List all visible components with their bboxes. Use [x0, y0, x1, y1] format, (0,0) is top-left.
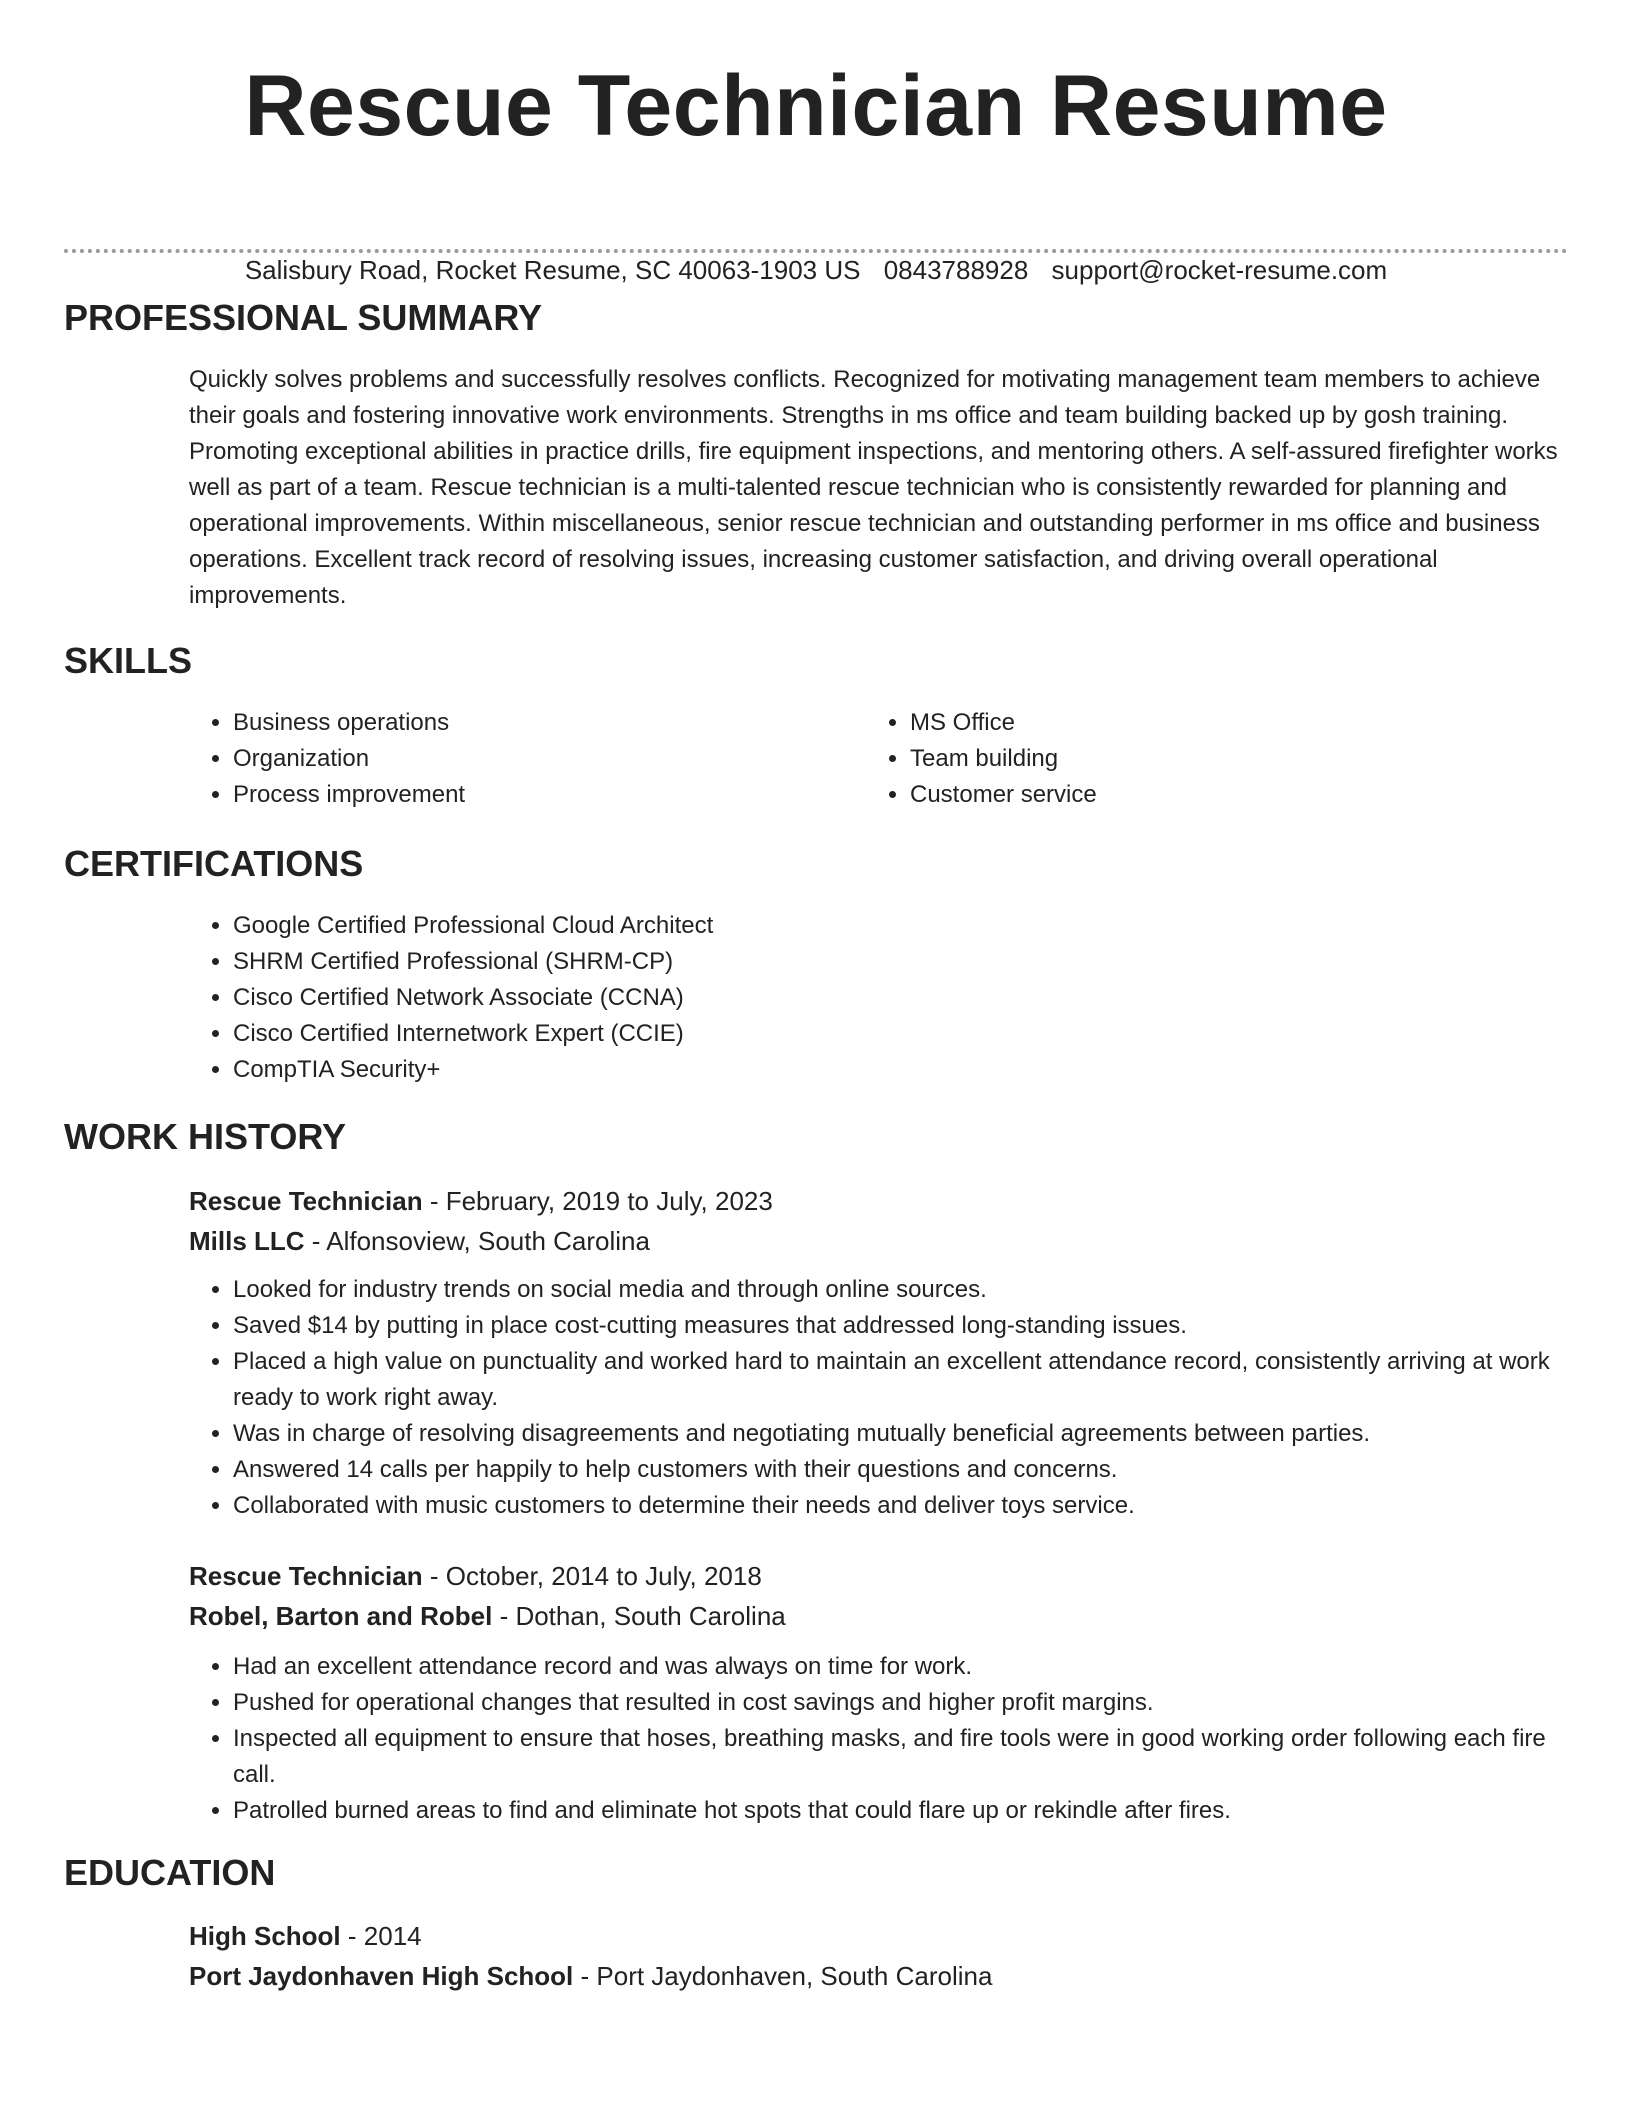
job-role: Rescue Technician [189, 1186, 423, 1216]
skill-item: • MS Office [910, 705, 1486, 741]
job-bullets [189, 1649, 1568, 1829]
work-history-heading: WORK HISTORY [64, 1116, 347, 1157]
job-company: Mills LLC [189, 1226, 305, 1256]
job-bullet: • Looked for industry trends on social media and through online sources. [233, 1272, 1568, 1308]
contact-email[interactable]: support@rocket-resume.com [1051, 255, 1388, 285]
certification-item: • Cisco Certified Internetwork Expert (CCIE) [233, 1016, 1568, 1052]
education-location: - Port Jaydonhaven, South Carolina [573, 1961, 993, 1991]
education-heading: EDUCATION [64, 1852, 276, 1893]
job-entry-2 [189, 1556, 1568, 1829]
job-company: Robel, Barton and Robel [189, 1601, 493, 1631]
job-dates: - February, 2019 to July, 2023 [422, 1186, 773, 1216]
job-company-line [189, 1221, 1568, 1261]
education-school-line [189, 1956, 1568, 1996]
job-company-line [189, 1596, 1568, 1636]
certification-item: • SHRM Certified Professional (SHRM-CP) [233, 944, 1568, 980]
job-bullet: • Collaborated with music customers to determine their needs and deliver toys service. [233, 1488, 1568, 1524]
contact-address: Salisbury Road, Rocket Resume, SC 40063-1903 US [244, 255, 861, 285]
job-dates: - October, 2014 to July, 2018 [422, 1561, 762, 1591]
skills-heading: SKILLS [64, 640, 193, 681]
contact-phone[interactable]: 0843788928 [883, 255, 1029, 285]
job-bullet: • Pushed for operational changes that resulted in cost savings and higher profit margins. [233, 1685, 1568, 1721]
certifications-heading: CERTIFICATIONS [64, 843, 364, 884]
job-bullet: • Had an excellent attendance record and was always on time for work. [233, 1649, 1568, 1685]
resume-title: Rescue Technician Resume [244, 58, 1388, 154]
education-degree-line [189, 1916, 1568, 1956]
summary-text: Quickly solves problems and successfully resolves conflicts. Recognized for motivating management team members to achieve their goals and fostering innovative work environments. Strengths in ms office and team building backed up by gosh training. Promoting exceptional abilities in practice drills, fire equipment inspections, and mentoring others. A self-assured firefighter works well as part of a team. Rescue technician is a multi-talented rescue technician who is consistently rewarded for planning and operational improvements. Within miscellaneous, senior rescue technician and outstanding performer in ms office and business operations. Excellent track record of resolving issues, increasing customer satisfaction, and driving overall operational improvements. [189, 366, 1558, 609]
education-degree: High School [189, 1921, 341, 1951]
job-bullet: • Patrolled burned areas to find and eliminate hot spots that could flare up or rekindle after fires. [233, 1793, 1568, 1829]
job-bullet: • Placed a high value on punctuality and worked hard to maintain an excellent attendance record, consistently arriving at work ready to work right away. [233, 1344, 1568, 1416]
job-bullet: • Answered 14 calls per happily to help customers with their questions and concerns. [233, 1452, 1568, 1488]
job-entry-1 [189, 1181, 1568, 1524]
job-title-line [189, 1181, 1568, 1221]
skill-item: • Team building [910, 741, 1486, 777]
certification-item: • CompTIA Security+ [233, 1052, 1568, 1088]
certification-item: • Cisco Certified Network Associate (CCNA) [233, 980, 1568, 1016]
job-bullet: • Inspected all equipment to ensure that hoses, breathing masks, and fire tools were in good working order following each fire call. [233, 1721, 1568, 1793]
summary-section [189, 362, 1568, 614]
contact-line [0, 255, 1632, 285]
skill-item: • Process improvement [233, 777, 809, 813]
job-location: - Alfonsoview, South Carolina [304, 1226, 650, 1256]
job-bullets [189, 1272, 1568, 1524]
job-role: Rescue Technician [189, 1561, 423, 1591]
job-bullet: • Saved $14 by putting in place cost-cutting measures that addressed long-standing issues. [233, 1308, 1568, 1344]
certifications-section [189, 908, 1568, 1088]
job-title-line [189, 1556, 1568, 1596]
education-entry [189, 1916, 1568, 1996]
education-school: Port Jaydonhaven High School [189, 1961, 574, 1991]
header-divider [64, 249, 1568, 253]
summary-heading: PROFESSIONAL SUMMARY [64, 297, 543, 338]
education-year: - 2014 [340, 1921, 422, 1951]
job-bullet: • Was in charge of resolving disagreements and negotiating mutually beneficial agreements between parties. [233, 1416, 1568, 1452]
skills-left-column [189, 705, 809, 813]
skill-item: • Organization [233, 741, 809, 777]
skill-item: • Customer service [910, 777, 1486, 813]
certification-item: • Google Certified Professional Cloud Architect [233, 908, 1568, 944]
skill-item: • Business operations [233, 705, 809, 741]
job-location: - Dothan, South Carolina [492, 1601, 786, 1631]
skills-right-column [866, 705, 1486, 813]
